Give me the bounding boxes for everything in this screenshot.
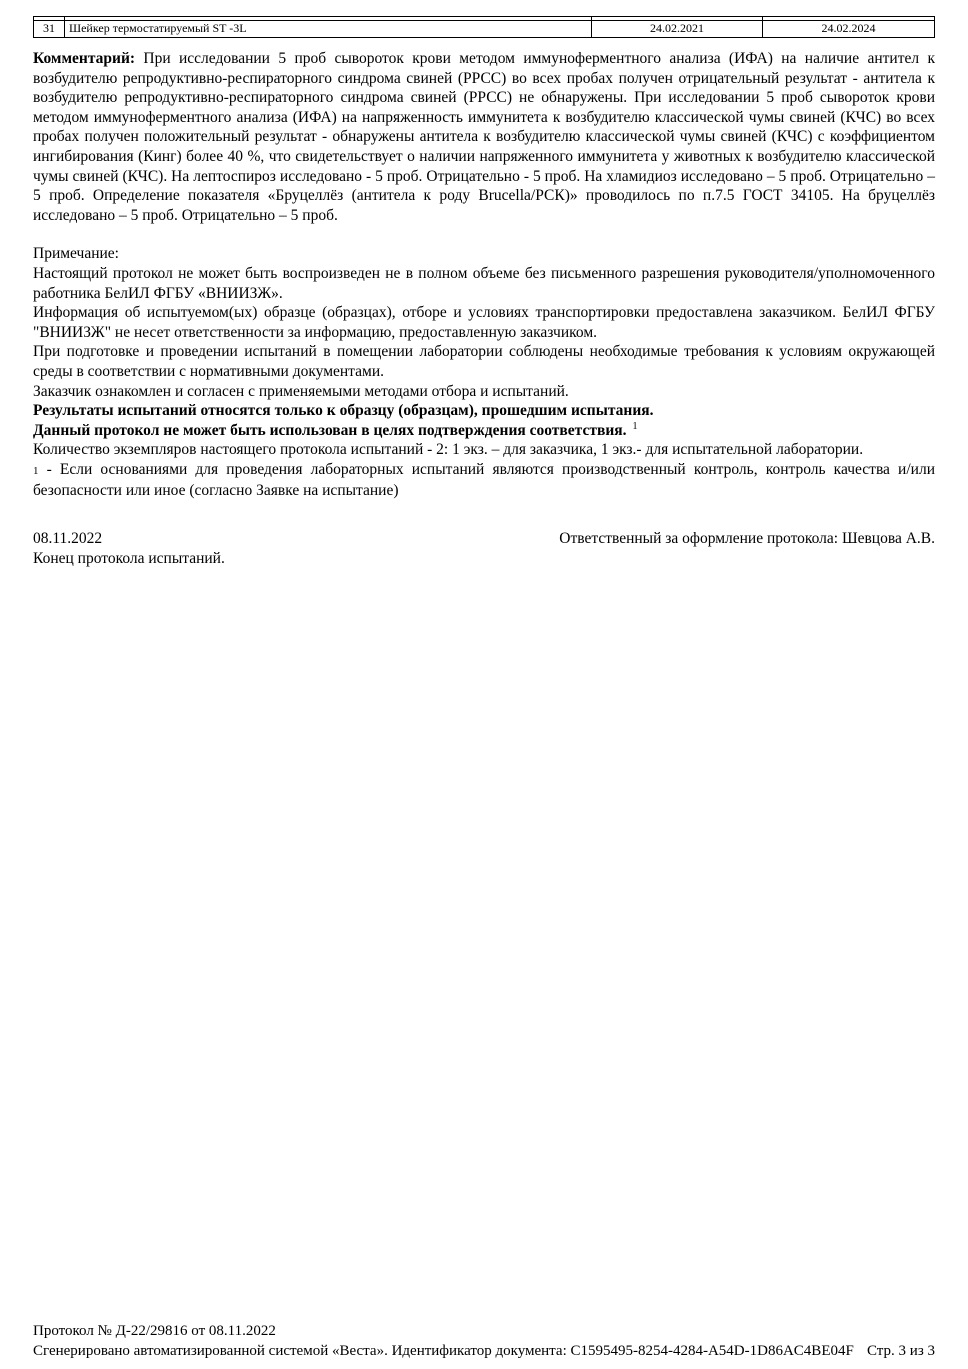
end-of-protocol-line: Конец протокола испытаний. — [33, 549, 225, 567]
comment-text: При исследовании 5 проб сывороток крови методом иммуноферментного анализа (ИФА) на наличие антител к возбудителю репродуктивно-респираторного синдрома свиней (РРСС) во всех пробах получен отрицательный результат - антитела к возбудителю репродуктивно-респираторного синдрома свиней (РРСС) не обнаружены. При исследовании 5 проб сывороток крови методом иммуноферментного анализа (ИФА) на напряженность иммунитета к возбудителю классической чумы свиней (КЧС) во всех пробах получен положительный результат - обнаружены антитела к возбудителю классической чумы свиней (КЧС) с коэффициентом ингибирования (Кинг) более 40 %, что свидетельствует о наличии напряженного иммунитета у животных к возбудителю классической чумы свиней (КЧС). На лептоспироз исследовано - 5 проб. Отрицательно - 5 проб. На хламидиоз исследовано – 5 проб. Отрицательно – 5 проб. Определение показателя «Бруцеллёз (антитела к роду Brucella/РСК)» проводилось по п.7.5 ГОСТ 34105. На бруцеллёз исследовано – 5 проб. Отрицательно – 5 проб. — [33, 50, 935, 224]
note-line-environment: При подготовке и проведении испытаний в помещении лаборатории соблюдены необходимые требования к условиям окружающей среды в соответствии с нормативными документами. — [33, 343, 935, 380]
signature-row — [33, 529, 935, 549]
bold-no-conformity-text: Данный протокол не может быть использован в целях подтверждения соответствия. — [33, 421, 627, 439]
equipment-name-cell: Шейкер термостатируемый ST -3L — [65, 21, 592, 38]
comment-label: Комментарий: — [33, 50, 136, 67]
bold-no-conformity-line — [33, 421, 935, 441]
valid-until-cell: 24.02.2024 — [763, 21, 935, 38]
footnote-reference: 1 — [632, 420, 638, 432]
note-line-reproduction: Настоящий протокол не может быть воспроизведен не в полном объеме без письменного разрешения руководителя/уполномоченного работника БелИЛ ФГБУ «ВНИИЗЖ». — [33, 264, 935, 302]
copies-line: Количество экземпляров настоящего протокола испытаний - 2: 1 экз. – для заказчика, 1 экз.- для испытательной лаборатории. — [33, 441, 864, 459]
equipment-table — [33, 16, 935, 38]
note-line-customer-agreement: Заказчик ознакомлен и согласен с применяемыми методами отбора и испытаний. — [33, 382, 569, 400]
footer-generated-line: Сгенерировано автоматизированной системой «Веста». Идентификатор документа: C1595495-8254-4284-A54D-1D86AC4BE04F — [33, 1343, 854, 1359]
bold-results-scope-line: Результаты испытаний относятся только к образцу (образцам), прошедшим испытания. — [33, 402, 654, 420]
footnote-text: - Если основаниями для проведения лабораторных испытаний являются производственный контроль, контроль качества и/или безопасности или иное (согласно Заявке на испытание) — [33, 460, 935, 500]
footnote-marker: 1 — [33, 464, 39, 477]
verification-date-cell: 24.02.2021 — [592, 21, 763, 38]
footer-page-number: Стр. 3 из 3 — [867, 1343, 935, 1359]
footer-protocol-number: Протокол № Д-22/29816 от 08.11.2022 — [33, 1323, 276, 1339]
comment-paragraph — [33, 49, 935, 225]
table-row — [34, 21, 935, 38]
protocol-date: 08.11.2022 — [33, 530, 103, 548]
page-footer — [33, 1321, 935, 1361]
notes-title: Примечание: — [33, 245, 119, 263]
notes-section — [33, 244, 935, 501]
note-line-sample-info: Информация об испытуемом(ых) образце (образцах), отборе и условиях транспортировки предоставлена заказчиком. БелИЛ ФГБУ "ВНИИЗЖ" не несет ответственности за информацию, предоставленную заказчиком. — [33, 304, 935, 341]
footnote-line — [33, 460, 935, 501]
equipment-number-cell: 31 — [34, 21, 65, 38]
responsible-person: Ответственный за оформление протокола: Шевцова А.В. — [559, 530, 935, 548]
